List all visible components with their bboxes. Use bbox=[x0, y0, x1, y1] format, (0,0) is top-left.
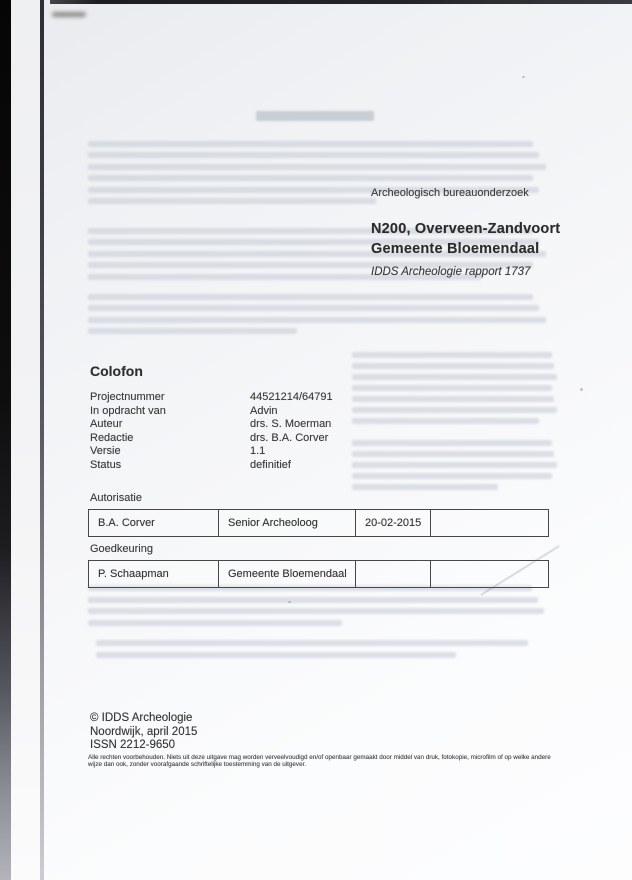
scan-speck bbox=[522, 76, 525, 78]
autorisatie-heading: Autorisatie bbox=[90, 492, 142, 504]
scanner-top-edge-strip bbox=[50, 0, 632, 4]
autorisatie-signature-cell bbox=[431, 510, 548, 536]
report-reference: IDDS Archeologie rapport 1737 bbox=[371, 266, 531, 278]
report-title bbox=[371, 219, 560, 259]
colofon-value: 44521214/64791 bbox=[250, 391, 333, 403]
goedkeuring-name-cell: P. Schaapman bbox=[89, 561, 219, 587]
copyright-line: © IDDS Archeologie bbox=[90, 712, 193, 724]
doc-type-label: Archeologisch bureauonderzoek bbox=[371, 187, 529, 199]
rights-fine-print: Alle rechten voorbehouden. Niets uit deze uitgave mag worden verveelvoudigd en/of openbaar gemaakt door middel van druk, fotokopie, microfilm of op welke andere wijze dan ook, zonder voorafgaande schriftelijke toestemming van de uitgever. bbox=[88, 754, 551, 768]
colofon-label: Auteur bbox=[90, 418, 123, 431]
goedkeuring-table bbox=[88, 560, 549, 588]
colofon-row-status bbox=[90, 459, 333, 473]
colofon-value: drs. S. Moerman bbox=[250, 418, 332, 431]
colofon-row-projectnummer bbox=[90, 391, 333, 405]
scan-speck bbox=[288, 601, 291, 603]
colofon-label: Versie bbox=[90, 445, 121, 458]
adjacent-page-edge bbox=[11, 0, 40, 880]
goedkeuring-date-cell bbox=[356, 561, 431, 587]
scan-smudge-artifact bbox=[52, 12, 86, 17]
scanner-edge-black-strip bbox=[0, 0, 11, 880]
colofon-row-versie bbox=[90, 445, 333, 459]
colofon-row-auteur bbox=[90, 418, 333, 432]
report-title-line2: Gemeente Bloemendaal bbox=[371, 241, 540, 257]
autorisatie-date-cell: 20-02-2015 bbox=[356, 510, 431, 536]
autorisatie-table bbox=[88, 509, 549, 537]
colofon-label: In opdracht van bbox=[90, 404, 166, 417]
autorisatie-role-cell: Senior Archeoloog bbox=[219, 510, 356, 536]
goedkeuring-signature-cell bbox=[431, 561, 548, 587]
goedkeuring-org-cell: Gemeente Bloemendaal bbox=[219, 561, 356, 587]
page-edge-shadow-line bbox=[40, 0, 44, 880]
colofon-row-redactie bbox=[90, 432, 333, 446]
colofon-label: Status bbox=[90, 458, 122, 471]
colofon-label: Redactie bbox=[90, 431, 134, 444]
publisher-block bbox=[90, 712, 197, 753]
autorisatie-name-cell: B.A. Corver bbox=[89, 510, 219, 536]
colofon-value: 1.1 bbox=[250, 445, 266, 458]
scan-speck bbox=[580, 388, 583, 391]
colofon-value: drs. B.A. Corver bbox=[250, 431, 329, 444]
colofon-label: Projectnummer bbox=[90, 391, 165, 403]
issn-line: ISSN 2212-9650 bbox=[90, 739, 176, 752]
colofon-value: Advin bbox=[250, 404, 278, 417]
goedkeuring-heading: Goedkeuring bbox=[90, 543, 153, 555]
report-title-line1: N200, Overveen-Zandvoort bbox=[371, 221, 561, 237]
colofon-heading: Colofon bbox=[90, 363, 143, 379]
place-date-line: Noordwijk, april 2015 bbox=[90, 725, 198, 738]
colofon-row-opdrachtgever bbox=[90, 405, 333, 419]
colofon-value: definitief bbox=[250, 458, 291, 471]
colofon-list bbox=[90, 391, 333, 473]
